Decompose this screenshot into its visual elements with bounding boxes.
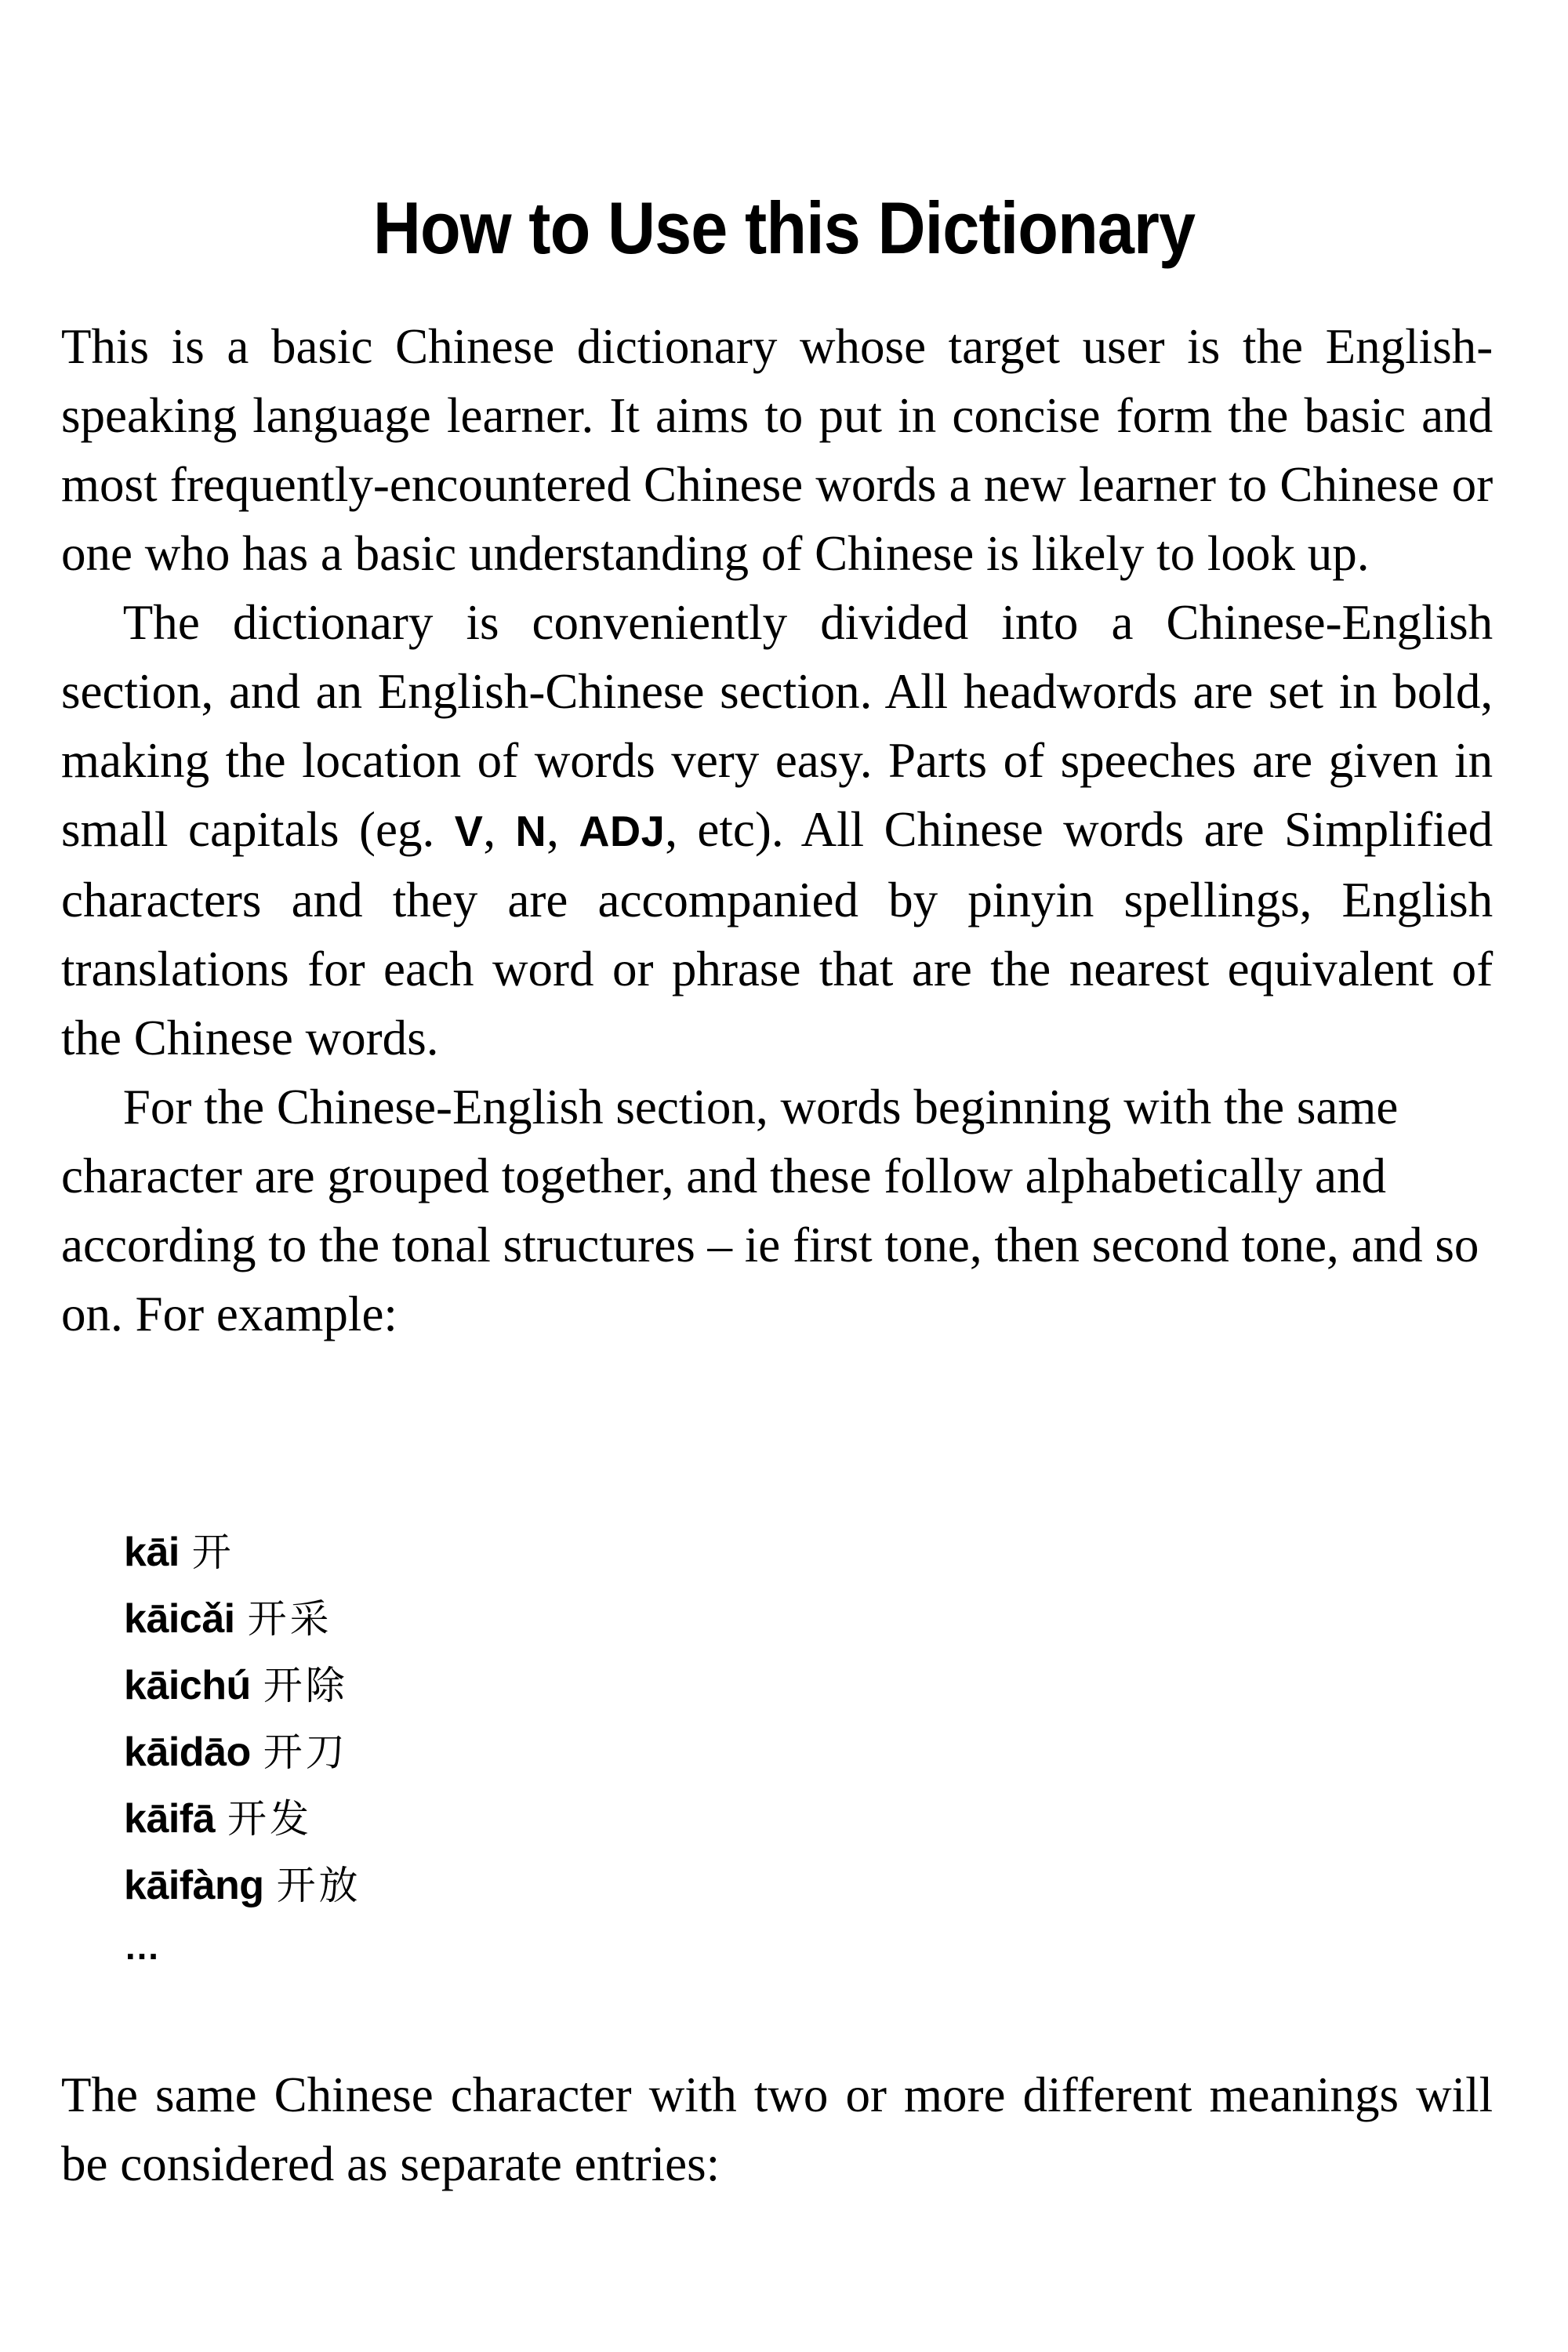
paragraph-structure-text-before: The dictionary is conveniently divided into a Chinese-English section, and an English-Chinese section. All headwords are set in bold, making the location of words very easy. Parts of speeches are given in small capitals (eg. — [61, 594, 1494, 857]
list-item — [124, 1586, 829, 1653]
pos-abbrev-adjective: ADJ — [579, 807, 666, 855]
list-item — [124, 1653, 829, 1719]
entry-hanzi: 开除 — [263, 1663, 348, 1708]
paragraph-structure-text-after: , etc). All Chinese words are Simplified characters and they are accompanied by pinyin spellings, English translations for each word or phrase that are the nearest equivalent of the Chinese words. — [61, 801, 1494, 1065]
list-item — [124, 1719, 829, 1786]
entry-pinyin: kāifā — [124, 1796, 216, 1842]
paragraph-structure — [61, 588, 1493, 1073]
example-entry-list — [124, 1519, 829, 1986]
entry-pinyin: kāicǎi — [124, 1596, 235, 1642]
entry-hanzi: 开采 — [247, 1596, 332, 1642]
paragraph-ordering: For the Chinese-English section, words beginning with the same character are grouped together, and these follow alphabetically and according to the tonal structures – ie first tone, then second tone, and so on. For example: — [61, 1079, 1479, 1341]
closing-text-block — [61, 2060, 1515, 2198]
body-text-block — [61, 312, 1515, 1348]
entry-pinyin: kāidāo — [124, 1730, 251, 1775]
entry-pinyin: kāichú — [124, 1663, 251, 1708]
entry-hanzi: 开 — [191, 1530, 234, 1575]
entry-hanzi: 开刀 — [263, 1730, 348, 1775]
pos-abbrev-verb: V — [454, 807, 484, 855]
entry-pinyin: kāifàng — [124, 1863, 264, 1908]
entry-pinyin: kāi — [124, 1530, 180, 1575]
list-item — [124, 1786, 829, 1853]
entry-hanzi: 开发 — [227, 1796, 313, 1842]
paragraph-separate-entries: The same Chinese character with two or more different meanings will be considered as separate entries: — [61, 2067, 1494, 2191]
pos-abbrev-noun: N — [515, 807, 547, 855]
pos-separator-1: , — [483, 801, 516, 857]
list-continuation-ellipsis: … — [124, 1926, 162, 1967]
page-title: How to Use this Dictionary — [372, 186, 1196, 269]
pos-separator-2: , — [546, 801, 579, 857]
entry-hanzi: 开放 — [276, 1863, 361, 1908]
list-item — [124, 1519, 829, 1586]
list-item — [124, 1853, 829, 1919]
paragraph-intro: This is a basic Chinese dictionary whose target user is the English-speaking language learner. It aims to put in concise form the basic and most frequently-encountered Chinese words a new learner to Chinese or one who has a basic understanding of Chinese is likely to look up. — [61, 318, 1494, 581]
